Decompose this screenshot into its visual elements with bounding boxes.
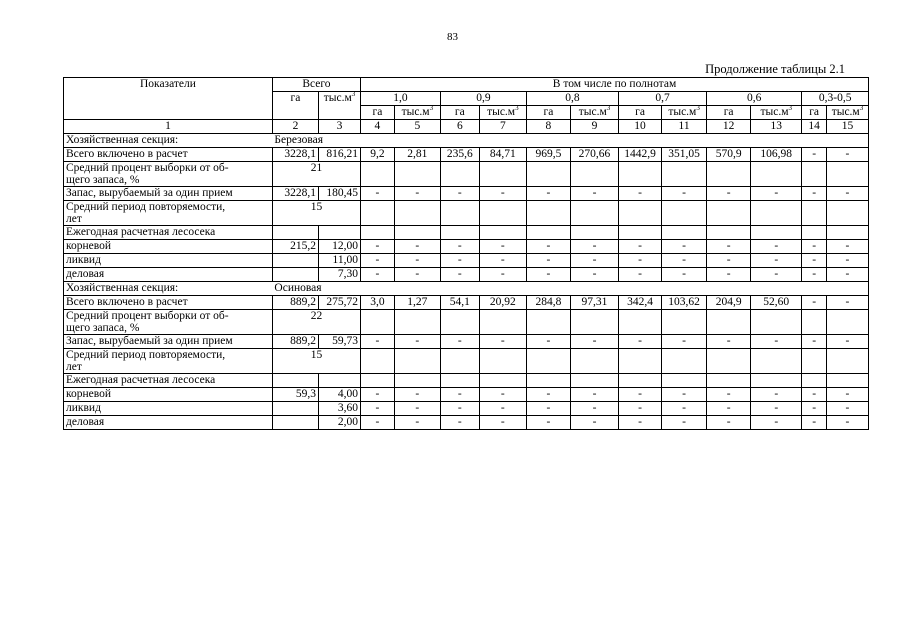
row-label: Ежегодная расчетная лесосека xyxy=(64,374,273,388)
table-cell: - xyxy=(826,388,868,402)
table-cell xyxy=(526,226,570,240)
table-cell xyxy=(802,374,827,388)
table-cell: - xyxy=(751,388,802,402)
table-cell xyxy=(526,162,570,187)
column-number: 13 xyxy=(751,120,802,134)
header-unit-ga: га xyxy=(802,106,827,120)
table-cell: - xyxy=(707,254,751,268)
table-cell xyxy=(751,310,802,335)
table-cell: - xyxy=(526,335,570,349)
table-cell: - xyxy=(570,240,618,254)
header-unit-ga: га xyxy=(440,106,479,120)
table-cell xyxy=(826,374,868,388)
table-cell: 106,98 xyxy=(751,148,802,162)
table-cell xyxy=(570,349,618,374)
table-cell: - xyxy=(707,416,751,430)
table-cell: - xyxy=(802,335,827,349)
table-cell xyxy=(826,310,868,335)
header-density: 0,9 xyxy=(440,92,526,106)
table-cell: - xyxy=(662,240,707,254)
cell-total-tys: 12,00 xyxy=(319,240,361,254)
cell-total-tys: 11,00 xyxy=(319,254,361,268)
table-cell: - xyxy=(707,402,751,416)
table-cell xyxy=(394,349,440,374)
table-cell xyxy=(526,349,570,374)
header-including: В том числе по полнотам xyxy=(361,78,869,92)
table-cell: - xyxy=(662,402,707,416)
column-number: 5 xyxy=(394,120,440,134)
table-cell xyxy=(361,310,395,335)
row-label: Средний процент выборки от об- щего запаса, % xyxy=(64,310,273,335)
table-cell xyxy=(826,349,868,374)
row-label: Средний период повторяемости, лет xyxy=(64,349,273,374)
table-cell: - xyxy=(619,187,662,201)
table-row xyxy=(64,187,869,201)
table-cell: - xyxy=(707,268,751,282)
cell-total-ga: 215,2 xyxy=(272,240,318,254)
row-span-value: 22 xyxy=(272,310,360,335)
table-cell xyxy=(662,226,707,240)
table-cell: 969,5 xyxy=(526,148,570,162)
table-cell: - xyxy=(826,416,868,430)
table-cell xyxy=(802,201,827,226)
table-cell: 9,2 xyxy=(361,148,395,162)
header-total-tys: $тыс.м^3$ xyxy=(319,92,361,120)
table-cell: - xyxy=(526,268,570,282)
table-cell: - xyxy=(526,416,570,430)
table-cell xyxy=(570,374,618,388)
table-cell: 1442,9 xyxy=(619,148,662,162)
table-cell: 270,66 xyxy=(570,148,618,162)
table-cell: - xyxy=(440,416,479,430)
table-cell xyxy=(662,374,707,388)
table-cell xyxy=(802,310,827,335)
header-unit-ga: га xyxy=(619,106,662,120)
table-cell: 1,27 xyxy=(394,296,440,310)
header-density: 0,8 xyxy=(526,92,618,106)
table-cell: - xyxy=(826,254,868,268)
header-unit-tys: $тыс.м^3$ xyxy=(479,106,526,120)
table-cell: - xyxy=(619,416,662,430)
table-cell xyxy=(826,201,868,226)
cell-total-ga: 889,2 xyxy=(272,335,318,349)
table-cell: - xyxy=(662,187,707,201)
table-row xyxy=(64,402,869,416)
table-cell xyxy=(619,374,662,388)
table-cell: - xyxy=(526,240,570,254)
table-continuation-caption: Продолжение таблицы 2.1 xyxy=(705,62,845,76)
row-label: Запас, вырубаемый за один прием xyxy=(64,187,273,201)
table-cell: - xyxy=(570,388,618,402)
row-label: Всего включено в расчет xyxy=(64,148,273,162)
cell-total-ga xyxy=(272,268,318,282)
section-row xyxy=(64,282,869,296)
table-cell xyxy=(361,374,395,388)
table-cell: - xyxy=(394,402,440,416)
table-cell xyxy=(619,226,662,240)
header-unit-tys: $тыс.м^3$ xyxy=(570,106,618,120)
table-cell: - xyxy=(802,388,827,402)
table-cell xyxy=(619,162,662,187)
header-unit-tys: $тыс.м^3$ xyxy=(826,106,868,120)
table-cell xyxy=(662,310,707,335)
table-cell xyxy=(361,162,395,187)
table-cell xyxy=(440,162,479,187)
header-density: 1,0 xyxy=(361,92,441,106)
table-cell: - xyxy=(440,402,479,416)
table-cell: - xyxy=(707,388,751,402)
table-cell xyxy=(707,201,751,226)
table-cell xyxy=(751,162,802,187)
table-cell xyxy=(479,201,526,226)
header-total-ga: га xyxy=(272,92,318,120)
table-cell: - xyxy=(570,416,618,430)
table-cell xyxy=(272,374,318,388)
cell-total-tys: 2,00 xyxy=(319,416,361,430)
table-cell: 52,60 xyxy=(751,296,802,310)
table-cell: - xyxy=(619,240,662,254)
column-number: 12 xyxy=(707,120,751,134)
header-density: 0,3-0,5 xyxy=(802,92,869,106)
table-cell xyxy=(479,349,526,374)
row-label: ликвид xyxy=(64,402,273,416)
table-cell: - xyxy=(802,402,827,416)
table-cell xyxy=(707,374,751,388)
cell-total-ga xyxy=(272,254,318,268)
table-cell xyxy=(662,349,707,374)
header-unit-tys: $тыс.м^3$ xyxy=(662,106,707,120)
row-label: корневой xyxy=(64,240,273,254)
table-cell xyxy=(707,162,751,187)
table-cell xyxy=(479,162,526,187)
table-cell xyxy=(751,374,802,388)
table-cell xyxy=(361,201,395,226)
table-cell xyxy=(570,201,618,226)
table-cell: - xyxy=(570,335,618,349)
table-cell: - xyxy=(440,240,479,254)
table-cell: - xyxy=(619,335,662,349)
column-number: 8 xyxy=(526,120,570,134)
table-cell: - xyxy=(394,254,440,268)
table-cell xyxy=(826,162,868,187)
table-cell: - xyxy=(802,416,827,430)
table-cell: - xyxy=(479,402,526,416)
table-cell: - xyxy=(394,416,440,430)
table-cell xyxy=(707,226,751,240)
column-number: 1 xyxy=(64,120,273,134)
table-cell: - xyxy=(526,388,570,402)
table-cell: - xyxy=(361,388,395,402)
table-cell: 84,71 xyxy=(479,148,526,162)
table-cell: - xyxy=(662,335,707,349)
table-cell: - xyxy=(802,254,827,268)
row-label: корневой xyxy=(64,388,273,402)
column-number: 14 xyxy=(802,120,827,134)
table-cell: - xyxy=(662,254,707,268)
table-cell xyxy=(394,162,440,187)
table-cell: - xyxy=(440,254,479,268)
column-number: 3 xyxy=(319,120,361,134)
table-cell: - xyxy=(479,187,526,201)
table-cell: - xyxy=(526,254,570,268)
row-label: деловая xyxy=(64,268,273,282)
table-cell: - xyxy=(802,187,827,201)
header-density: 0,6 xyxy=(707,92,802,106)
table-cell: - xyxy=(751,254,802,268)
cell-total-tys: 4,00 xyxy=(319,388,361,402)
cell-total-ga xyxy=(272,402,318,416)
table-row xyxy=(64,148,869,162)
table-cell xyxy=(440,226,479,240)
table-cell xyxy=(394,201,440,226)
header-unit-tys: $тыс.м^3$ xyxy=(394,106,440,120)
table-cell: - xyxy=(707,187,751,201)
table-cell: 351,05 xyxy=(662,148,707,162)
table-cell: - xyxy=(826,240,868,254)
table-cell xyxy=(802,226,827,240)
table-cell: - xyxy=(619,268,662,282)
table-cell xyxy=(526,201,570,226)
table-cell: - xyxy=(826,296,868,310)
table-cell: - xyxy=(479,416,526,430)
table-cell: - xyxy=(619,388,662,402)
table-cell: - xyxy=(394,268,440,282)
table-cell: 2,81 xyxy=(394,148,440,162)
table-cell xyxy=(826,226,868,240)
table-cell: 3,0 xyxy=(361,296,395,310)
row-label: Ежегодная расчетная лесосека xyxy=(64,226,273,240)
table-cell xyxy=(751,201,802,226)
header-total: Всего xyxy=(272,78,360,92)
section-name: Осиновая xyxy=(272,282,868,296)
table-cell xyxy=(802,162,827,187)
table-cell: 204,9 xyxy=(707,296,751,310)
table-cell xyxy=(526,374,570,388)
table-row xyxy=(64,201,869,226)
row-label: Средний процент выборки от об- щего запаса, % xyxy=(64,162,273,187)
table-row xyxy=(64,268,869,282)
table-cell xyxy=(394,226,440,240)
table-row xyxy=(64,226,869,240)
table-cell: - xyxy=(361,416,395,430)
page-number: 83 xyxy=(447,31,458,43)
column-number: 4 xyxy=(361,120,395,134)
table-cell: - xyxy=(662,416,707,430)
row-label: ликвид xyxy=(64,254,273,268)
table-cell: - xyxy=(826,148,868,162)
header-unit-tys: $тыс.м^3$ xyxy=(751,106,802,120)
table-cell xyxy=(707,310,751,335)
table-cell xyxy=(802,349,827,374)
table-cell: - xyxy=(526,402,570,416)
table-cell xyxy=(751,226,802,240)
table-cell: - xyxy=(361,268,395,282)
table-cell: - xyxy=(394,388,440,402)
table-cell xyxy=(440,374,479,388)
table-cell: 20,92 xyxy=(479,296,526,310)
table-row xyxy=(64,240,869,254)
table-cell xyxy=(526,310,570,335)
column-number: 9 xyxy=(570,120,618,134)
table-cell: - xyxy=(826,268,868,282)
cell-total-ga xyxy=(272,416,318,430)
table-cell xyxy=(440,310,479,335)
column-number: 6 xyxy=(440,120,479,134)
section-name: Березовая xyxy=(272,134,868,148)
table-cell: - xyxy=(526,187,570,201)
table-cell: - xyxy=(802,148,827,162)
table-row xyxy=(64,254,869,268)
table-cell: - xyxy=(751,402,802,416)
table-cell: - xyxy=(570,402,618,416)
table-cell xyxy=(662,201,707,226)
table-cell: - xyxy=(361,402,395,416)
table-cell: - xyxy=(826,187,868,201)
table-cell: - xyxy=(751,416,802,430)
table-cell: - xyxy=(802,240,827,254)
table-cell: - xyxy=(570,187,618,201)
table-cell xyxy=(707,349,751,374)
table-cell: - xyxy=(826,335,868,349)
table-row xyxy=(64,296,869,310)
table-cell: 97,31 xyxy=(570,296,618,310)
table-row xyxy=(64,335,869,349)
table-cell xyxy=(479,310,526,335)
table-cell: - xyxy=(479,268,526,282)
column-number: 2 xyxy=(272,120,318,134)
row-span-value: 15 xyxy=(272,201,360,226)
row-span-value: 15 xyxy=(272,349,360,374)
table-row xyxy=(64,162,869,187)
table-cell: - xyxy=(570,268,618,282)
table-cell xyxy=(394,374,440,388)
table-cell: - xyxy=(802,268,827,282)
cell-total-ga: 889,2 xyxy=(272,296,318,310)
table-cell: - xyxy=(751,187,802,201)
table-cell: - xyxy=(619,402,662,416)
cell-total-tys: 275,72 xyxy=(319,296,361,310)
row-label: деловая xyxy=(64,416,273,430)
table-cell xyxy=(662,162,707,187)
header-indicator: Показатели xyxy=(64,78,273,120)
table-cell xyxy=(479,226,526,240)
table-cell xyxy=(570,310,618,335)
header-unit-ga: га xyxy=(707,106,751,120)
table-cell: - xyxy=(440,335,479,349)
column-number: 10 xyxy=(619,120,662,134)
table-cell xyxy=(319,374,361,388)
cell-total-tys: 3,60 xyxy=(319,402,361,416)
row-span-value: 21 xyxy=(272,162,360,187)
table-cell xyxy=(440,201,479,226)
table-row xyxy=(64,374,869,388)
table-cell xyxy=(619,201,662,226)
cell-total-tys: 7,30 xyxy=(319,268,361,282)
table-cell: - xyxy=(479,335,526,349)
header-unit-ga: га xyxy=(526,106,570,120)
section-label: Хозяйственная секция: xyxy=(64,134,273,148)
cell-total-ga: 3228,1 xyxy=(272,187,318,201)
table-cell: - xyxy=(479,388,526,402)
table-cell: 284,8 xyxy=(526,296,570,310)
table-cell: - xyxy=(361,187,395,201)
table-cell: - xyxy=(662,268,707,282)
table-cell: - xyxy=(479,240,526,254)
table-cell xyxy=(570,162,618,187)
table-cell: 342,4 xyxy=(619,296,662,310)
table-cell xyxy=(479,374,526,388)
table-cell: - xyxy=(361,335,395,349)
header-density: 0,7 xyxy=(619,92,707,106)
table-cell xyxy=(361,226,395,240)
table-cell: 54,1 xyxy=(440,296,479,310)
table-cell: - xyxy=(802,296,827,310)
table-cell: 235,6 xyxy=(440,148,479,162)
table-cell: - xyxy=(361,254,395,268)
table-cell: - xyxy=(440,388,479,402)
table-cell: - xyxy=(707,335,751,349)
cell-total-tys: 816,21 xyxy=(319,148,361,162)
table-cell: - xyxy=(394,187,440,201)
column-number: 7 xyxy=(479,120,526,134)
table-cell: - xyxy=(826,402,868,416)
table-cell: - xyxy=(361,240,395,254)
table-cell xyxy=(619,310,662,335)
table-row xyxy=(64,416,869,430)
table-row xyxy=(64,310,869,335)
table-cell xyxy=(361,349,395,374)
cell-total-ga: 59,3 xyxy=(272,388,318,402)
table-cell xyxy=(619,349,662,374)
table-cell: 570,9 xyxy=(707,148,751,162)
table-cell: - xyxy=(394,335,440,349)
cell-total-ga: 3228,1 xyxy=(272,148,318,162)
table-cell xyxy=(440,349,479,374)
header-unit-ga: га xyxy=(361,106,395,120)
forest-data-table xyxy=(63,77,869,430)
table-cell: - xyxy=(440,187,479,201)
table-cell: - xyxy=(440,268,479,282)
table-cell: - xyxy=(751,268,802,282)
column-number: 11 xyxy=(662,120,707,134)
table-row xyxy=(64,349,869,374)
row-label: Запас, вырубаемый за один прием xyxy=(64,335,273,349)
table-row xyxy=(64,388,869,402)
table-cell: - xyxy=(662,388,707,402)
table-cell: - xyxy=(479,254,526,268)
cell-total-tys: 180,45 xyxy=(319,187,361,201)
table-cell xyxy=(272,226,318,240)
row-label: Всего включено в расчет xyxy=(64,296,273,310)
table-cell: - xyxy=(570,254,618,268)
row-label: Средний период повторяемости, лет xyxy=(64,201,273,226)
table-cell xyxy=(394,310,440,335)
table-cell: - xyxy=(751,240,802,254)
table-cell: - xyxy=(707,240,751,254)
column-number: 15 xyxy=(826,120,868,134)
table-cell xyxy=(751,349,802,374)
table-cell: 103,62 xyxy=(662,296,707,310)
cell-total-tys: 59,73 xyxy=(319,335,361,349)
table-cell xyxy=(570,226,618,240)
table-cell xyxy=(319,226,361,240)
section-label: Хозяйственная секция: xyxy=(64,282,273,296)
table-cell: - xyxy=(619,254,662,268)
table-cell: - xyxy=(394,240,440,254)
section-row xyxy=(64,134,869,148)
table-cell: - xyxy=(751,335,802,349)
